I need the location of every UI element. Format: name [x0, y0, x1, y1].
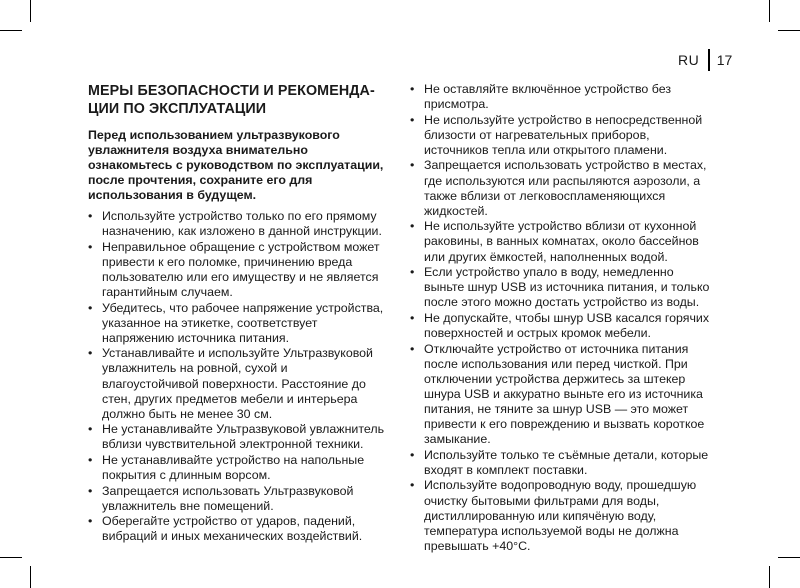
page-number: 17	[716, 52, 733, 68]
right-column	[410, 82, 710, 554]
header-separator	[708, 49, 710, 71]
safety-list-right	[410, 82, 710, 554]
list-item: • Не допускайте, чтобы шнур USB касался горячих поверхностей и острых кромок мебели.	[410, 311, 710, 341]
list-item: • Не оставляйте включённое устройство без присмотра.	[410, 82, 710, 112]
section-title-line1: МЕРЫ БЕЗОПАСНОСТИ И РЕКОМЕНДА-	[88, 83, 375, 99]
list-item: • Не используйте устройство в непосредственной близости от нагревательных приборов, источников тепла или открытого пламени.	[410, 113, 710, 158]
list-item: • Не устанавливайте Ультразвуковой увлажнитель вблизи чувствительной электронной техники.	[88, 422, 386, 452]
list-item: • Не используйте устройство вблизи от кухонной раковины, в ванных комнатах, около бассейнов или других ёмкостей, наполненных водой.	[410, 219, 710, 264]
crop-mark-top-right-h	[778, 30, 800, 31]
language-code: RU	[678, 52, 700, 68]
list-item: • Отключайте устройство от источника питания после использования или перед чисткой. При отключении устройства держитесь за штекер шнура USB и аккуратно выньте его из источника питания, не тяните за шнур USB — это может привести к его повреждению и вызвать короткое замыкание.	[410, 342, 710, 448]
crop-mark-top-left-h	[0, 30, 22, 31]
safety-list-left	[88, 209, 386, 545]
page-header	[678, 49, 732, 71]
left-column	[88, 82, 386, 545]
list-item: • Не устанавливайте устройство на напольные покрытия с длинным ворсом.	[88, 453, 386, 483]
section-title	[88, 82, 386, 118]
list-item: • Убедитесь, что рабочее напряжение устройства, указанное на этикетке, соответствует напряжению источника питания.	[88, 301, 386, 346]
crop-mark-top-left	[30, 0, 31, 22]
list-item: • Оберегайте устройство от ударов, падений, вибраций и иных механических воздействий.	[88, 514, 386, 544]
list-item: • Если устройство упало в воду, немедленно выньте шнур USB из источника питания, и только после этого можно достать устройство из воды.	[410, 265, 710, 310]
intro-paragraph: Перед использованием ультразвукового увлажнителя воздуха внимательно ознакомьтесь с руководством по эксплуатации, после прочтения, сохраните его для использования в будущем.	[88, 128, 384, 202]
section-title-line2: ЦИИ ПО ЭКСПЛУАТАЦИИ	[88, 101, 267, 117]
crop-mark-top-right	[769, 0, 770, 22]
list-item: • Запрещается использовать Ультразвуковой увлажнитель вне помещений.	[88, 484, 386, 514]
list-item: • Используйте водопроводную воду, прошедшую очистку бытовыми фильтрами для воды, дистиллированную или кипячёную воду, температура используемой воды не должна превышать +40°C.	[410, 478, 710, 553]
crop-mark-bottom-right-h	[778, 557, 800, 558]
list-item: • Запрещается использовать устройство в местах, где используются или распыляются аэрозоли, а также вблизи от легковоспламеняющихся жидкостей.	[410, 158, 710, 218]
list-item: • Неправильное обращение с устройством может привести к его поломке, причинению вреда пользователю или его имуществу и не является гарантийным случаем.	[88, 240, 386, 300]
list-item: • Используйте устройство только по его прямому назначению, как изложено в данной инструкции.	[88, 209, 386, 239]
crop-mark-bottom-left	[30, 566, 31, 588]
list-item: • Устанавливайте и используйте Ультразвуковой увлажнитель на ровной, сухой и влагоустойчивой поверхности. Расстояние до стен, других предметов мебели и интерьера должно быть не менее 30 см.	[88, 346, 386, 421]
list-item: • Используйте только те съёмные детали, которые входят в комплект поставки.	[410, 448, 710, 478]
crop-mark-bottom-left-h	[0, 557, 22, 558]
crop-mark-bottom-right	[769, 566, 770, 588]
